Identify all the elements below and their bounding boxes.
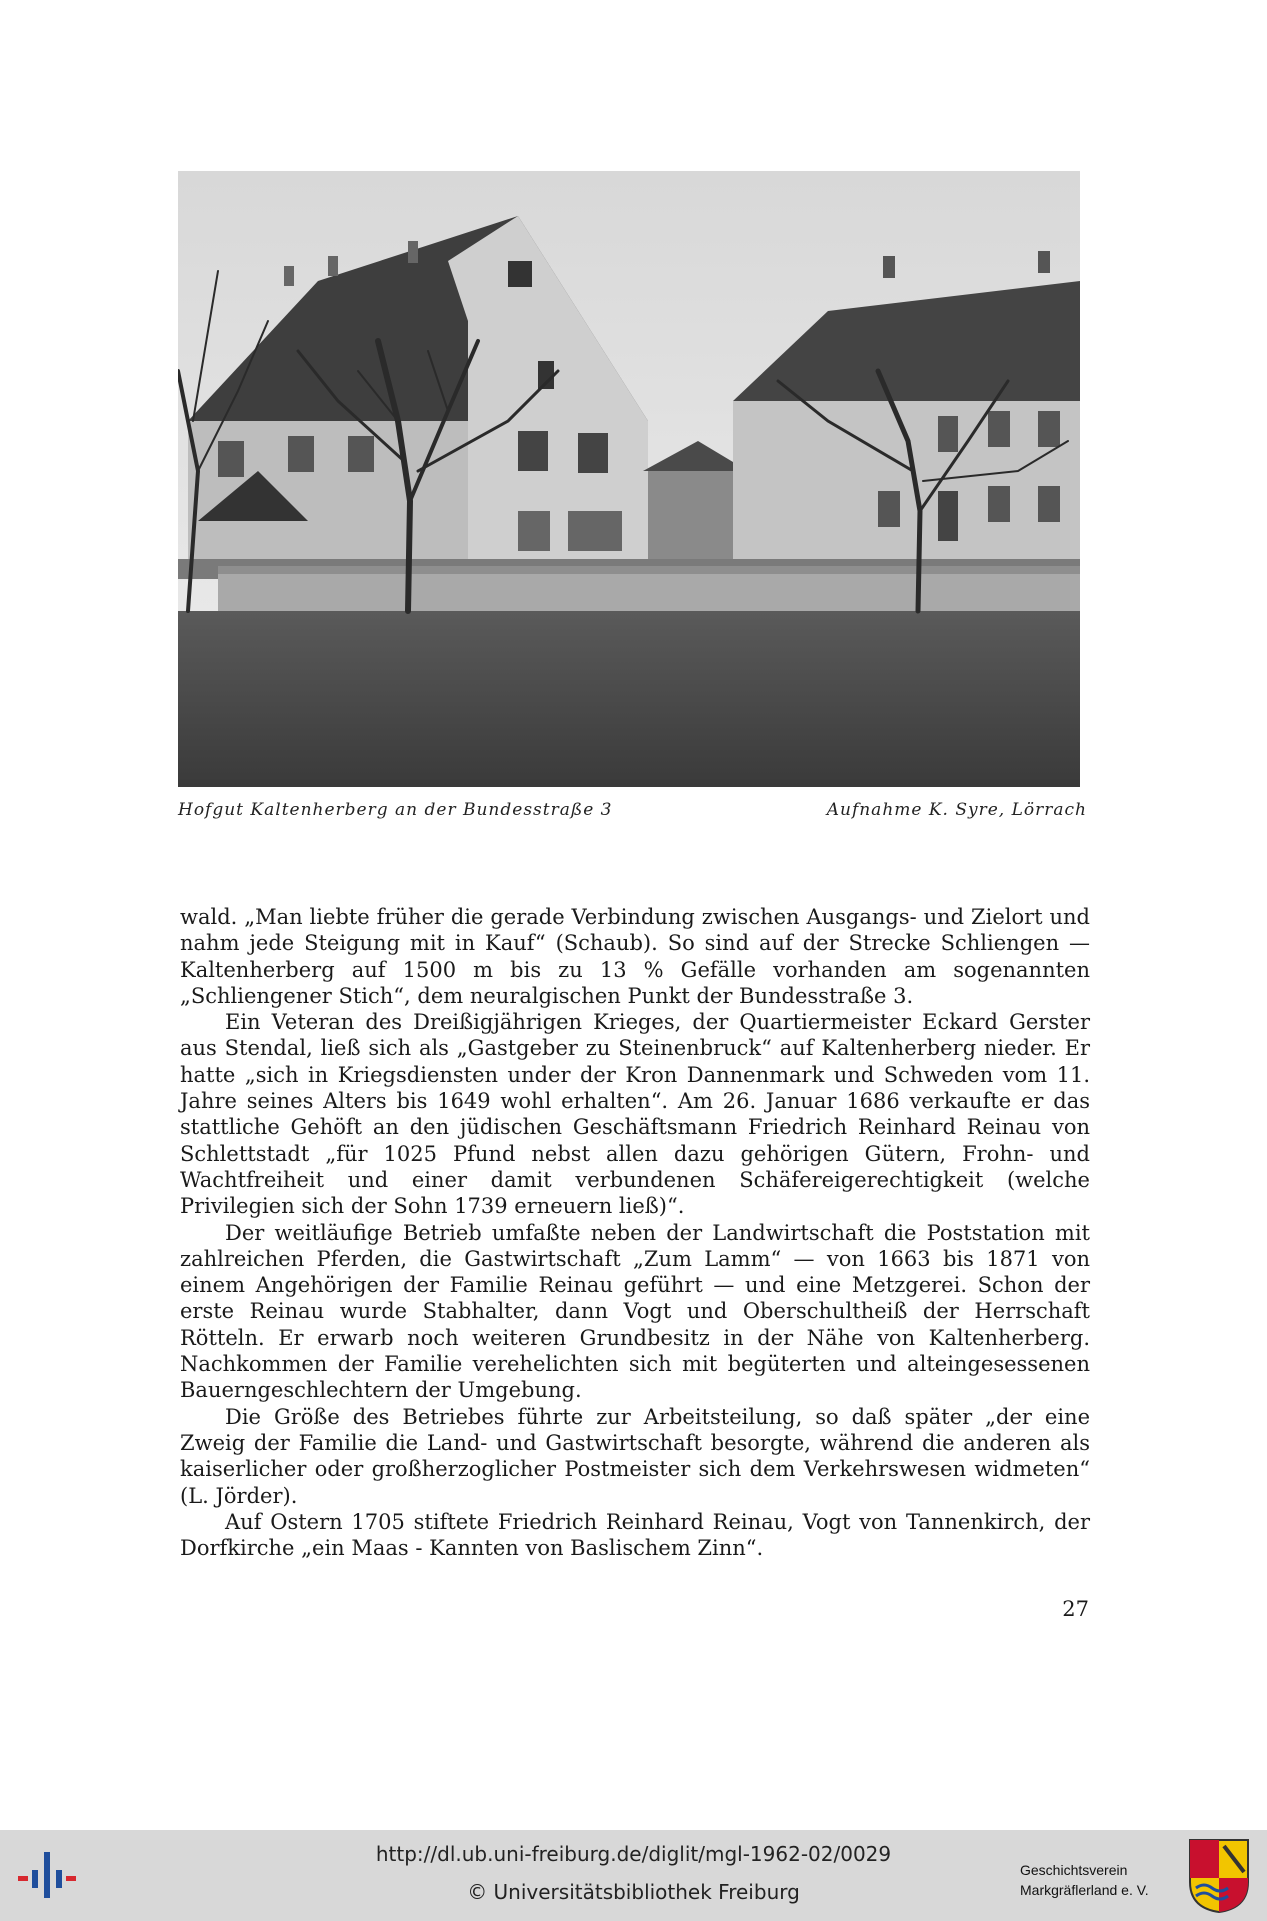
paragraph: Der weitläufige Betrieb umfaßte neben der Landwirtschaft die Poststation mit zahlreichen Pferden, die Gastwirtschaft „Zum Lamm“ — von 1663 bis 1871 von einem Angehörigen der Familie Reinau geführt — und eine Metzgerei. Schon der erste Reinau wurde Stabhalter, dann Vogt und Oberschultheiß der Herrschaft Rötteln. Er erwarb noch weiteren Grundbesitz in der Nähe von Kaltenherberg. Nachkommen der Familie verehelichten sich mit begüterten und alteingesessenen Bauerngeschlechtern der Umgebung. xyxy=(180,1220,1090,1403)
coat-of-arms-icon xyxy=(1188,1838,1250,1914)
body-text xyxy=(180,904,1090,1561)
paragraph: Auf Ostern 1705 stiftete Friedrich Reinhard Reinau, Vogt von Tannenkirch, der Dorfkirche „ein Maas - Kannten von Baslischem Zinn“. xyxy=(180,1509,1090,1561)
paragraph: Ein Veteran des Dreißigjährigen Krieges, der Quartiermeister Eckard Gerster aus Stendal, ließ sich als „Gastgeber zu Steinenbruck“ auf Kaltenherberg nieder. Er hatte „sich in Kriegsdiensten under der Kron Dannenmark und Schweden vom 11. Jahre seines Alters bis 1649 wohl erhalten“. Am 26. Januar 1686 verkaufte er das stattliche Gehöft an den jüdischen Geschäftsmann Friedrich Reinhard Reinau von Schlettstadt „für 1025 Pfund nebst allen dazu gehörigen Gütern, Frohn- und Wachtfreiheit und einer damit verbundenen Schäfereigerechtigkeit (welche Privilegien sich der Sohn 1739 erneuern ließ)“. xyxy=(180,1010,1090,1219)
photo-credit: Aufnahme K. Syre, Lörrach xyxy=(826,800,1087,820)
document-url[interactable]: http://dl.ub.uni-freiburg.de/diglit/mgl-1962-02/0029 xyxy=(375,1842,892,1866)
paragraph: Die Größe des Betriebes führte zur Arbeitsteilung, so daß später „der eine Zweig der Familie die Land- und Gastwirtschaft besorgte, während die anderen als kaiserlicher oder großherzoglicher Postmeister sich dem Verkehrswesen widmeten“ (L. Jörder). xyxy=(180,1404,1090,1508)
society-name xyxy=(1020,1860,1180,1900)
paragraph: wald. „Man liebte früher die gerade Verbindung zwischen Ausgangs- und Zielort und nahm jede Steigung mit in Kauf“ (Schaub). So sind auf der Strecke Schliengen — Kaltenherberg auf 1500 m bis zu 13 % Gefälle vorhanden am sogenannten „Schliengener Stich“, dem neuralgischen Punkt der Bundesstraße 3. xyxy=(180,905,1090,1008)
photo-caption: Hofgut Kaltenherberg an der Bundesstraße 3 xyxy=(178,800,613,820)
society-line: Geschichtsverein xyxy=(1020,1862,1128,1878)
society-line: Markgräflerland e. V. xyxy=(1020,1882,1149,1898)
copyright-notice: © Universitätsbibliothek Freiburg xyxy=(467,1880,800,1904)
farmstead-photo xyxy=(178,171,1080,787)
footer-bar xyxy=(0,1830,1267,1921)
page-number: 27 xyxy=(1062,1597,1089,1621)
